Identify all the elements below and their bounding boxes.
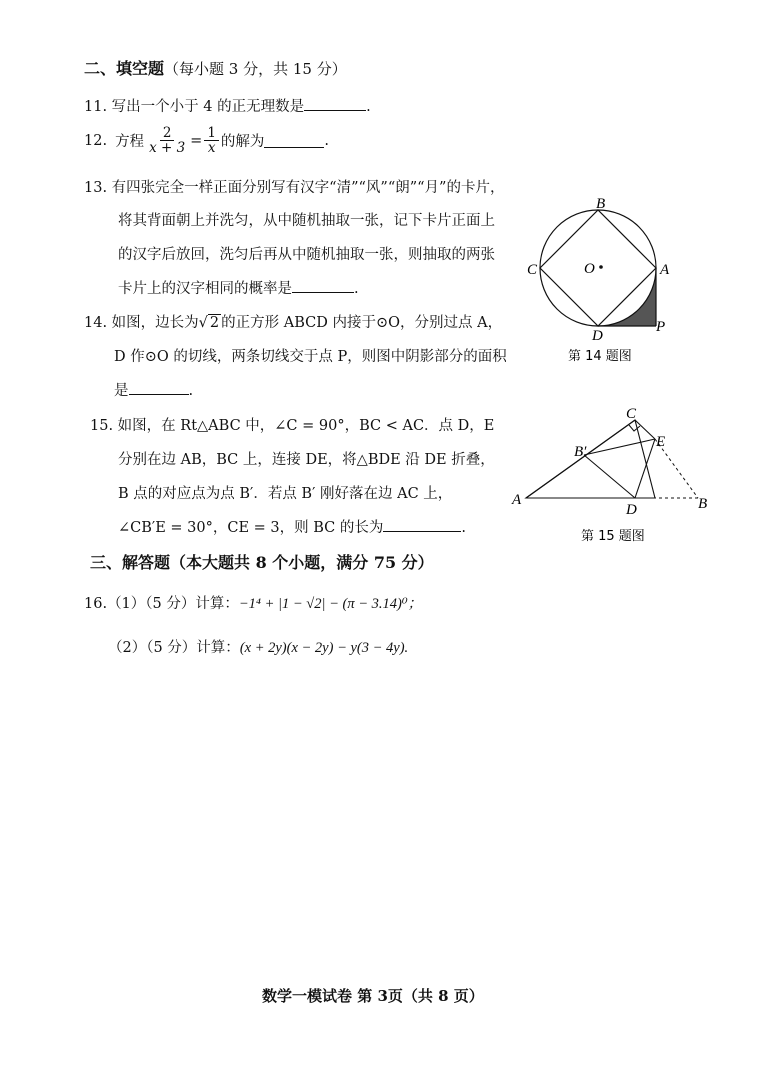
q13-line4-wrap: [118, 277, 359, 298]
fig15-label-c: C: [626, 406, 637, 422]
fig14-label-d: D: [592, 328, 603, 344]
q14-line1a: 如图，边长为: [111, 315, 199, 331]
q12-frac2-num: 1: [204, 126, 219, 141]
question-16: [84, 592, 422, 613]
fig15-caption: 第 15 题图: [581, 529, 645, 544]
page-footer: 数学一模试卷 第 3页（共 8 页）: [262, 987, 484, 1005]
q12-number: 12.: [84, 132, 108, 149]
q16-number: 16.: [84, 596, 108, 612]
fig14-caption: 第 14 题图: [568, 349, 632, 364]
q12-frac2-den: x: [207, 140, 216, 157]
question-11: [84, 95, 371, 116]
q11-answer-blank[interactable]: [304, 96, 366, 111]
q14-number: 14.: [84, 315, 108, 331]
q16-part2-expression: (x + 2y)(x − 2y) − y(3 − 4y).: [239, 640, 409, 656]
section-3-heading: 三、解答题（本大题共 8 个小题，满分 75 分）: [90, 553, 434, 572]
fig15-label-b: B: [698, 496, 708, 512]
sqrt-icon: √: [198, 315, 208, 331]
section-2-heading: [84, 56, 347, 79]
q15-end: .: [461, 520, 466, 536]
fig14-label-c: C: [527, 262, 538, 278]
fig14-circle: [540, 210, 656, 326]
q15-answer-blank[interactable]: [383, 517, 461, 532]
figure-14: [520, 190, 690, 370]
q12-frac1-den: x + 3: [149, 140, 186, 157]
figure-15: [508, 402, 718, 547]
question-14: [84, 311, 502, 332]
q14-line3-wrap: [114, 379, 193, 400]
q16-part2: [108, 636, 408, 657]
q16-part1-expression: −1⁴ + |1 − √2| − (π − 3.14)⁰；: [238, 596, 423, 612]
fig15-triangle-part: [526, 420, 655, 498]
q14-answer-blank[interactable]: [129, 380, 189, 395]
section-2-title: 二、填空题: [84, 59, 165, 78]
q12-fraction-right: [204, 126, 219, 155]
q11-end: .: [366, 99, 371, 115]
fig15-label-d: D: [626, 502, 637, 518]
fig15-segment-de: [635, 439, 655, 498]
q14-line1b: 的正方形 ABCD 内接于⊙O，分别过点 A，: [221, 315, 503, 331]
q14-line3: 是: [114, 383, 129, 399]
section-2-note: （每小题 3 分，共 15 分）: [164, 60, 347, 78]
q13-end: .: [354, 281, 359, 297]
q12-frac1-num: 2: [160, 126, 175, 141]
q15-line4-wrap: [118, 516, 466, 537]
q16-part2-label: （2）（5 分）计算：: [108, 640, 240, 656]
fig14-label-o: O: [584, 261, 595, 277]
q12-suffix: 的解为: [220, 134, 265, 151]
fig15-label-e: E: [656, 434, 666, 450]
q11-text: 写出一个小于 4 的正无理数是: [111, 99, 305, 115]
q13-line3: 的汉字后放回，洗匀后再从中随机抽取一张，则抽取的两张: [118, 247, 495, 263]
q12-answer-blank[interactable]: [264, 133, 324, 148]
fig15-segment-bpd: [584, 455, 635, 498]
q14-end: .: [188, 383, 194, 399]
q11-number: 11.: [84, 99, 108, 115]
q13-answer-blank[interactable]: [292, 278, 354, 293]
q12-end: .: [324, 132, 330, 149]
question-12: [84, 126, 329, 155]
q12-equals: =: [190, 132, 203, 149]
fig14-center-dot: [599, 265, 603, 269]
q13-line1: 有四张完全一样正面分别写有汉字“清”“风”“朗”“月”的卡片，: [111, 180, 505, 196]
q15-line2: 分别在边 AB，BC 上，连接 DE，将△BDE 沿 DE 折叠，: [118, 452, 495, 468]
question-13: [84, 176, 504, 197]
q16-part1-label: （1）（5 分）计算：: [107, 596, 239, 612]
q13-line2: 将其背面朝上并洗匀，从中随机抽取一张，记下卡片正面上: [118, 213, 495, 229]
fig14-label-b: B: [596, 196, 606, 212]
q15-number: 15.: [90, 418, 114, 434]
q15-line3: B 点的对应点为点 B′．若点 B′ 刚好落在边 AC 上，: [118, 486, 453, 502]
q15-line4: ∠CB′E = 30°，CE = 3，则 BC 的长为: [118, 520, 384, 536]
q14-sqrt-value: 2: [209, 315, 220, 331]
fig15-label-bprime: B′: [574, 444, 587, 460]
q13-line4: 卡片上的汉字相同的概率是: [118, 281, 292, 297]
fig15-right-angle-mark: [629, 425, 640, 431]
fig15-label-a: A: [512, 492, 522, 508]
fig15-segment-bpe: [584, 439, 655, 455]
q14-line2: D 作⊙O 的切线，两条切线交于点 P，则图中阴影部分的面积: [114, 349, 507, 365]
q12-prefix: 方程: [115, 134, 145, 151]
fig14-label-p: P: [656, 319, 666, 335]
fig14-label-a: A: [660, 262, 670, 278]
question-15: [90, 414, 494, 435]
q15-line1: 如图，在 Rt△ABC 中，∠C = 90°，BC < AC．点 D，E: [117, 418, 495, 434]
q13-number: 13.: [84, 180, 108, 196]
q12-fraction-left: [146, 126, 188, 155]
